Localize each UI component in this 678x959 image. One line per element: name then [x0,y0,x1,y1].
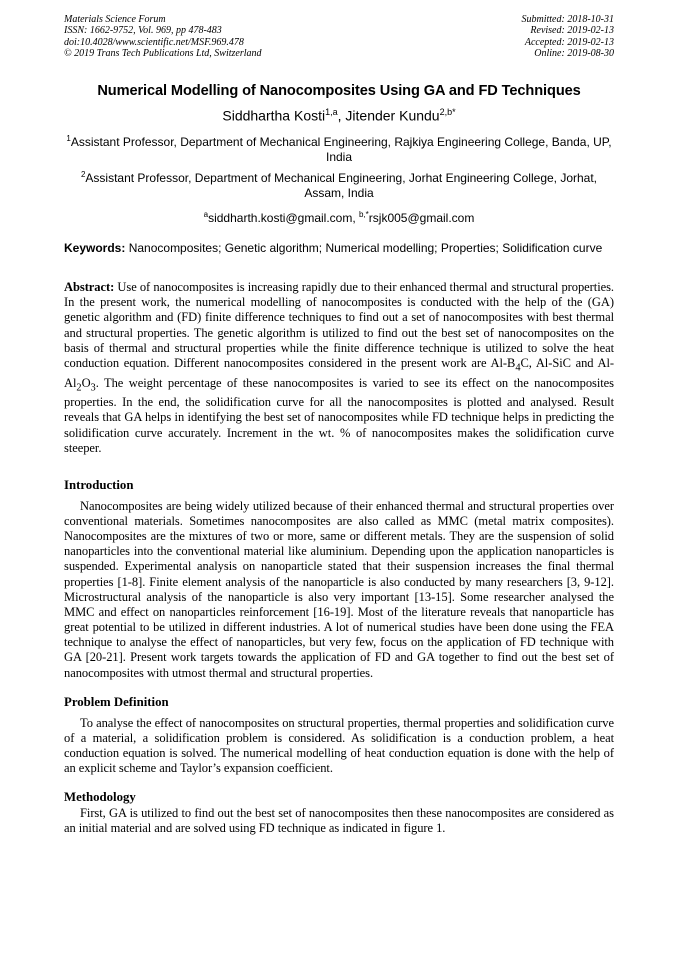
affiliation-superscript: 1 [66,134,71,144]
accepted-date: Accepted: 2019-02-13 [524,36,614,48]
header-right [522,14,615,60]
email-superscript: a [203,210,209,220]
doi: doi:10.4028/www.scientific.net/MSF.969.478 [64,36,244,48]
section-introduction [64,478,614,681]
author-list [64,104,614,125]
journal-header [64,14,614,60]
revised-date: Revised: 2019-02-13 [530,25,614,37]
abstract-text: . The weight percentage of these nanocomposites is varied to see its effect on the nanocomposites properties. In the end, the solidification curve for all the nanocomposites is plotted and analysed. Result reveals that GA helps in identifying the best set of nanocomposites while FD technique helps in predicting the solidification curve accurately. Increment in the wt. % of nanocomposites makes the solidification curve steeper. [64,375,614,455]
email-link[interactable]: siddharth.kosti@gmail.com [208,211,353,226]
author-name: Jitender Kundu [345,107,440,124]
email-separator: , [352,211,359,226]
online-date: Online: 2019-08-30 [534,48,614,60]
author-name: Siddhartha Kosti [222,107,326,124]
header-left [64,14,262,60]
author-superscript: 1,a [325,106,338,117]
section-paragraph: To analyse the effect of nanocomposites on structural properties, thermal properties and solidification curve of a material, a solidification problem is considered. As solidification is a conduction problem, a heat conduction equation is solved. The numerical modelling of heat conduction equation is done with the help of an explicit scheme and Taylor’s expansion coefficient. [64,715,614,776]
submitted-date: Submitted: 2018-10-31 [521,14,614,25]
abstract-text: C, Al-SiC and Al-Al [64,355,615,390]
section-heading: Methodology [64,790,136,805]
keywords-text: Nanocomposites; Genetic algorithm; Numerical modelling; Properties; Solidification curve [128,241,603,256]
abstract [64,280,614,456]
affiliation-text: Assistant Professor, Department of Mechanical Engineering, Rajkiya Engineering College, Banda, UP, India [70,135,612,165]
affiliation [64,131,614,165]
journal-name: Materials Science Forum [64,14,166,25]
author-emails [64,210,614,225]
affiliation [64,167,614,201]
section-methodology [64,790,614,836]
section-paragraph: First, GA is utilized to find out the best set of nanocomposites then these nanocomposites are considered as an initial material and are solved using FD technique as indicated in figure 1. [64,806,614,836]
author-superscript: 2,b* [439,106,456,117]
abstract-label: Abstract: [64,280,115,295]
email-link[interactable]: rsjk005@gmail.com [368,211,475,226]
section-heading: Problem Definition [64,694,169,709]
email-superscript: b,* [359,210,369,220]
paper-page [64,14,614,837]
paper-title: Numerical Modelling of Nanocomposites Using GA and FD Techniques [97,82,581,99]
section-paragraph: Nanocomposites are being widely utilized because of their enhanced thermal and structural properties over conventional materials. Sometimes nanocomposites are also called as MMC (metal matrix composites). Nanocomposites are the mixtures of two or more, same or different metals. They are the suspension of solid nanoparticles into the conventional material like aluminium. Depending upon the application nanoparticles is suspended. Experimental analysis on nanoparticle stated that their suspension increases the final thermal properties [1-8]. Finite element analysis of the nanoparticle is also conducted by many researchers [3, 9-12]. Microstructural analysis of the nanoparticle is also very important [13-15]. Some researcher analysed the MMC and effect on nanoparticles reinforcement [16-19]. Most of the literature reveals that nanoparticle has great potential to be utilized in different industries. A lot of numerical studies have been done using the FEA technique to analyse the effect of nanoparticles, but very few, focus on the application of FD technique with GA [20-21]. Present work targets towards the application of FD and GA together to find out the best set of nanocomposites with utmost thermal and structural properties. [64,498,614,680]
keywords-label: Keywords: [64,241,126,256]
keywords [64,241,614,256]
copyright: © 2019 Trans Tech Publications Ltd, Switzerland [64,48,262,60]
issn: ISSN: 1662-9752, Vol. 969, pp 478-483 [64,25,222,37]
author-separator: , [337,107,346,124]
abstract-text: Use of nanocomposites is increasing rapidly due to their enhanced thermal and structural properties. In the present work, the numerical modelling of nanocomposites is conducted with the help of the (GA) genetic algorithm and (FD) finite difference techniques to find out a set of nanocomposites with best thermal and structural properties. The genetic algorithm is utilized to find out the best set of nanocomposites on the basis of thermal and structural properties while the finite difference technique is utilized to solve the heat conduction equation. Different nanocomposites considered in the present work are Al-B [64,280,615,370]
affiliation-superscript: 2 [80,169,86,179]
affiliation-text: Assistant Professor, Department of Mechanical Engineering, Jorhat Engineering College, Jorhat, Assam, India [85,170,598,200]
abstract-subscript: 3 [90,382,96,394]
abstract-subscript: 2 [76,382,82,394]
abstract-subscript: 4 [515,362,521,374]
section-problem-definition [64,695,614,777]
abstract-text: O [81,375,91,390]
section-heading: Introduction [64,477,134,492]
